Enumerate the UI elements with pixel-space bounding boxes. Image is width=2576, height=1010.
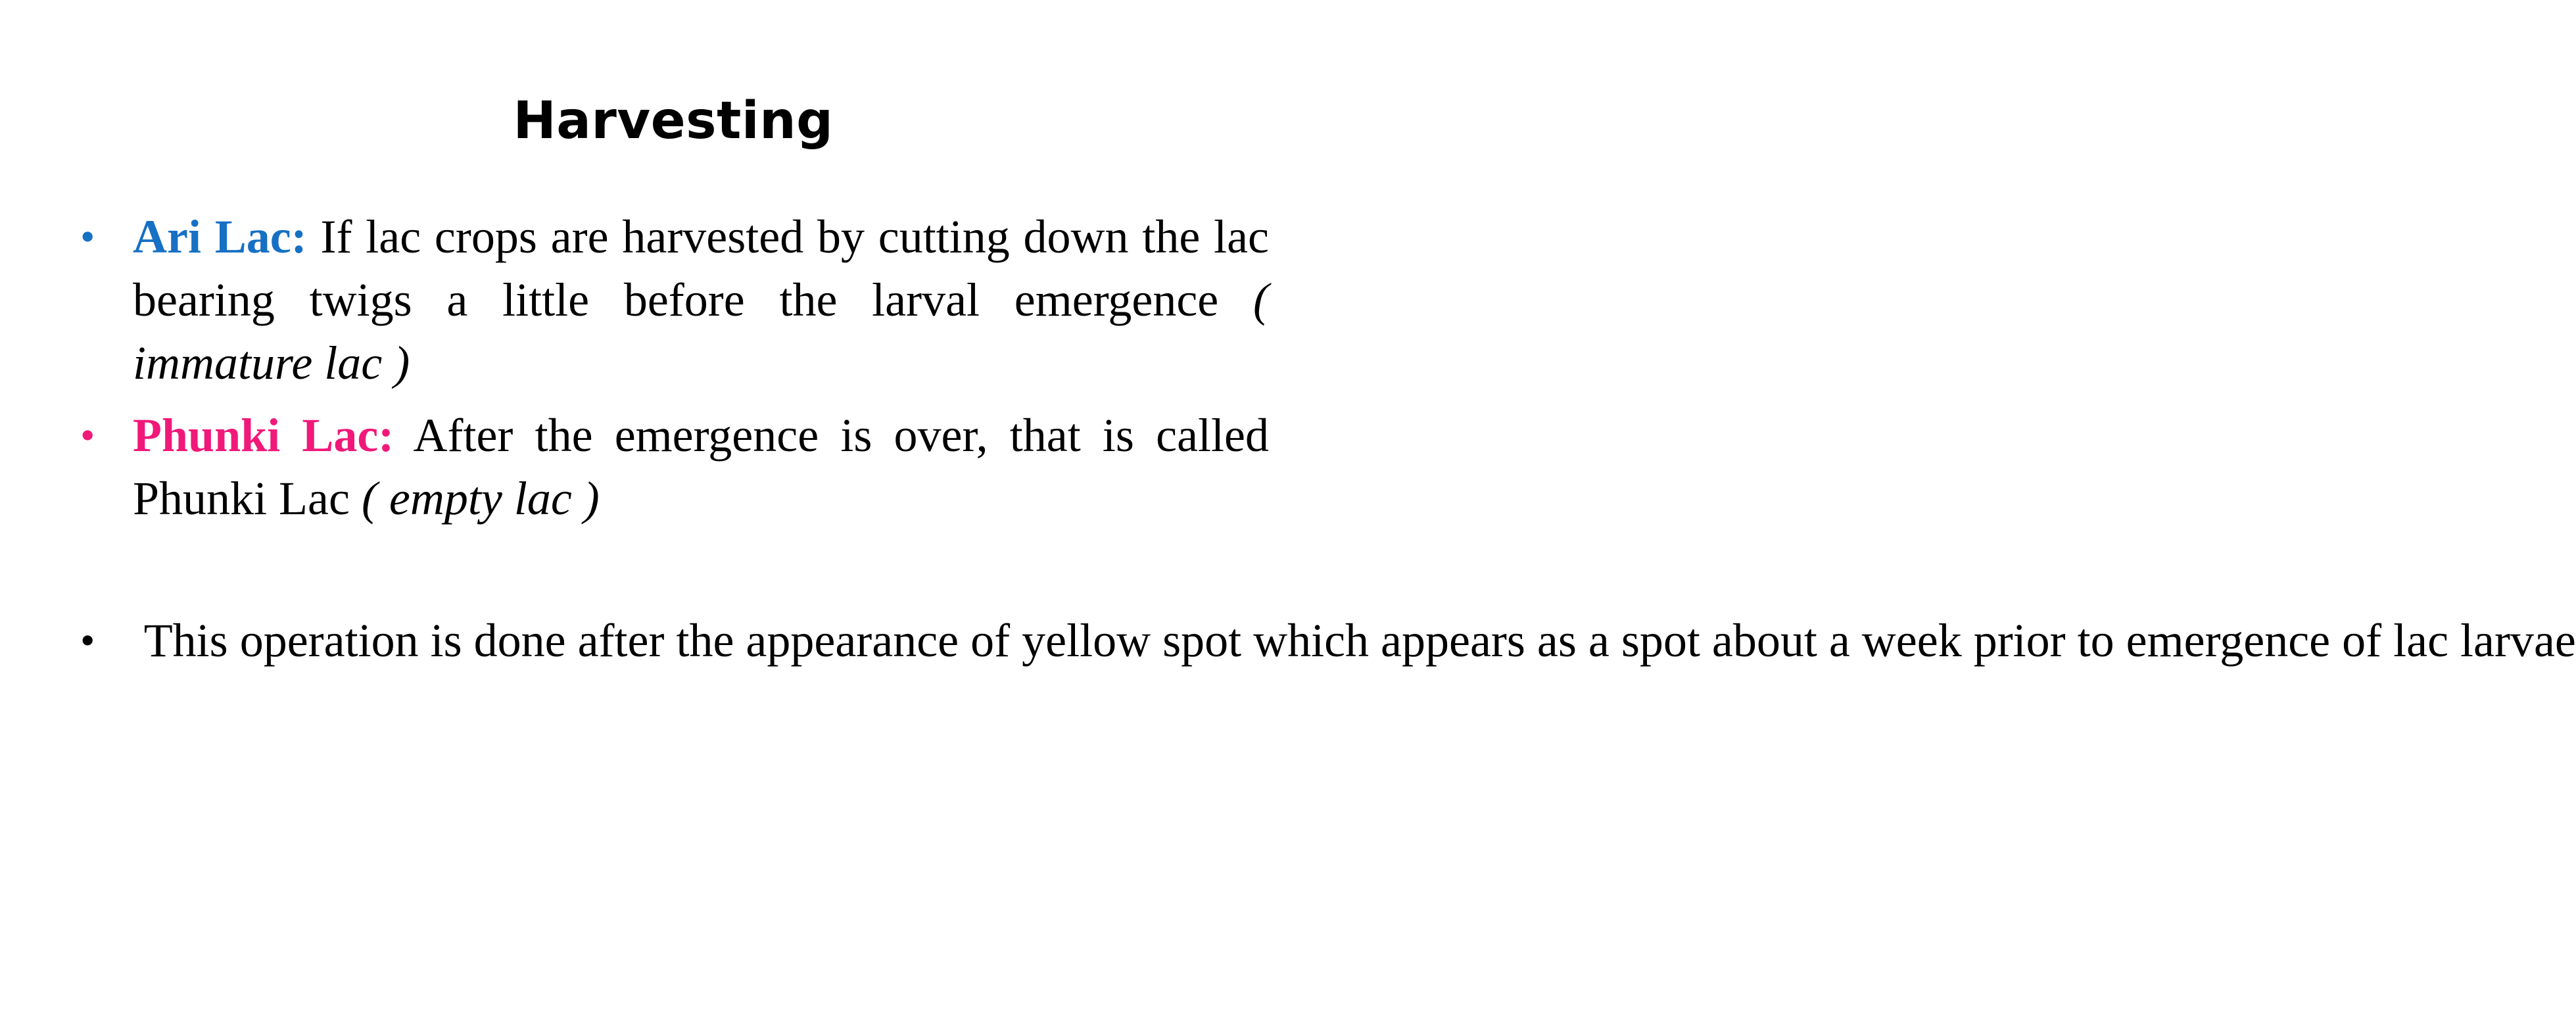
bullet-dot-icon: • [80, 412, 95, 458]
bullet-text: After the emergence is over, that is called Phunki Lac [133, 409, 1269, 525]
term-phunki-lac: Phunki Lac: [133, 409, 394, 462]
bullet-text: If lac crops are harvested by cutting down the lac bearing twigs a little before the larval emergence [133, 210, 1269, 326]
bullet-dot-icon: • [80, 213, 95, 260]
bullet-item-operation [79, 609, 2576, 672]
slide-title: Harvesting [513, 91, 834, 151]
term-ari-lac: Ari Lac: [133, 210, 307, 263]
bullet-list [79, 205, 2576, 672]
bullet-text: This operation is done after the appearance of yellow spot which appears as a spot about a week prior to emergence of lac larvae [133, 614, 2576, 667]
bullet-note: ( empty lac ) [361, 472, 600, 525]
bullet-item-phunki-lac [79, 404, 1269, 530]
bullet-item-ari-lac [79, 205, 1269, 395]
bullet-dot-icon: • [80, 617, 95, 663]
bullet-note: ( immature lac ) [133, 274, 1269, 389]
